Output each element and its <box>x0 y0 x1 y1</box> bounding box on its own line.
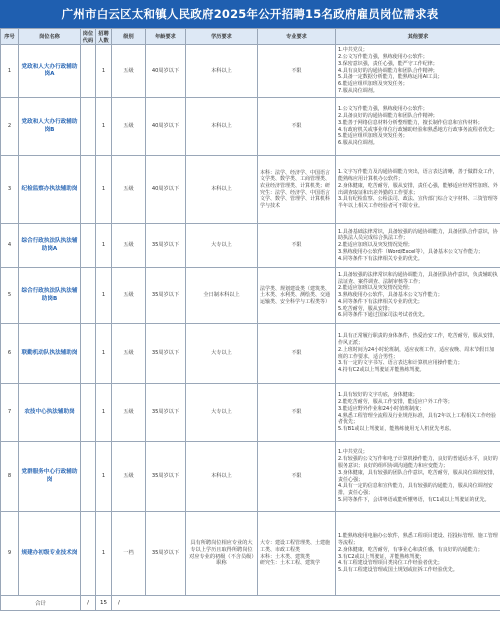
row-count: 1 <box>96 98 112 156</box>
requirement-line: 4.熟悉工程管理全流程及行业规范标准，具有2年以上工程相关工作经验者优先； <box>338 412 496 426</box>
row-age: 35周岁以下 <box>146 384 186 442</box>
row-count: 1 <box>96 156 112 224</box>
requirement-line: 2.身体健康，吃苦耐劳，有事业心和责任感，有良好的沟通能力； <box>338 546 483 553</box>
row-edu: 本科以上 <box>186 156 258 224</box>
row-major: 法学类、规划建设类（建筑类、土木类、水利类、测绘类、交通运输类、安全科学与工程类等） <box>258 268 336 324</box>
row-other-requirements <box>336 384 500 442</box>
row-age: 40周岁以下 <box>146 156 186 224</box>
row-seq: 7 <box>1 384 19 442</box>
row-code <box>81 98 96 156</box>
header-level: 级别 <box>112 29 146 45</box>
table-row <box>1 224 500 268</box>
row-age: 35周岁以下 <box>146 442 186 512</box>
requirement-line: 3.有C2或以上驾驶证，并能熟练驾驶； <box>338 553 425 560</box>
requirement-line: 2.能适应加班以及突发情况处理； <box>338 285 413 292</box>
row-seq: 2 <box>1 98 19 156</box>
row-count: 1 <box>96 324 112 384</box>
row-other-requirements <box>336 156 500 224</box>
requirement-line: 4.具有一定的信息和宣传能力，具有较强的沟通能力，服从岗位调剂安排，责任心强； <box>338 483 493 497</box>
row-position: 农技中心执法辅助岗 <box>19 384 81 442</box>
row-other-requirements <box>336 268 500 324</box>
requirement-line: 1.具有较好的文字功底，身体健康； <box>338 392 418 399</box>
row-code <box>81 45 96 98</box>
requirement-line: 3.熟练使用办公软件（Word/Excel等），具备基本公文写作能力； <box>338 248 484 255</box>
requirement-line: 5.同等条件下，会讲粤语或能听懂粤语，有C1或以上驾驶证的优先。 <box>338 496 490 503</box>
requirement-line: 1.具备较强的法律常识和沟通协调能力，具备团队协作意识，负责辅助执法证查、案件调查、法制审核等工作； <box>338 271 498 285</box>
header-age: 年龄要求 <box>146 29 186 45</box>
header-edu: 学历要求 <box>186 29 258 45</box>
row-other-requirements <box>336 442 500 512</box>
row-age: 35周岁以下 <box>146 324 186 384</box>
row-level: 五级 <box>112 156 146 224</box>
row-code <box>81 512 96 596</box>
row-seq: 3 <box>1 156 19 224</box>
requirement-line: 4.有工程建设管理项目类岗位工作经验者优先； <box>338 560 443 567</box>
requirement-line: 2.公文写作能力强，熟练使用办公软件； <box>338 54 428 60</box>
requirement-line: 2.有较强的公文写作和电子计算机操作能力，良好的普通话水平，良好的服务意识；良好的组织协调沟通能力和应变能力； <box>338 456 498 469</box>
row-seq: 4 <box>1 224 19 268</box>
page-title: 广州市白云区太和镇人民政府2025年公开招聘15名政府雇员岗位需求表 <box>0 0 500 28</box>
row-count: 1 <box>96 384 112 442</box>
row-other-requirements <box>336 45 500 98</box>
requirement-line: 2.能吃苦耐劳，服从工作安排，能适应户外工作等； <box>338 398 453 405</box>
requirement-line: 2.身体健康，吃苦耐劳，服从安排，责任心强，能够适应经常性加班、外出调查取证和出差外勤的工作要求； <box>338 182 498 196</box>
requirement-line: 1.文字写作能力及沟通协调能力突出，语言表达清晰，善于做群众工作，能熟练应用计算机办公软件； <box>338 169 498 182</box>
requirement-line: 3.能善于网络信息材料分析整理能力，擅长制作信息和宣传材料； <box>338 119 483 126</box>
row-position: 纪检监察办执法辅助岗 <box>19 156 81 224</box>
requirement-line: 1.公文写作能力强，熟练使用办公软件； <box>338 106 428 113</box>
requirement-line: 4.同等条件下有法律相关专业的优先； <box>338 298 423 305</box>
requirement-line: 6.服从岗位调剂。 <box>338 140 378 147</box>
table-header-row <box>1 29 500 45</box>
row-position: 综合行政执法队执法辅助岗B <box>19 268 81 324</box>
row-code <box>81 224 96 268</box>
header-position: 岗位名称 <box>19 29 81 45</box>
row-age: 35周岁以下 <box>146 512 186 596</box>
header-other: 其他要求 <box>336 29 500 45</box>
row-code <box>81 442 96 512</box>
table-row <box>1 442 500 512</box>
requirement-line: 2.上班时间为24小时轮班制，适应夜班工作，适应夜晚、周末节假日加班的工作要求，适合男性； <box>338 346 495 360</box>
row-level: 一档 <box>112 512 146 596</box>
row-major: 不限 <box>258 45 336 98</box>
row-age: 35周岁以下 <box>146 268 186 324</box>
row-code <box>81 156 96 224</box>
row-edu: 大专以上 <box>186 384 258 442</box>
row-level: 五级 <box>112 268 146 324</box>
row-other-requirements <box>336 98 500 156</box>
requirement-line: 2.具备良好的沟通协调能力和团队合作精神； <box>338 112 438 119</box>
table-row <box>1 324 500 384</box>
header-code: 岗位代码 <box>81 29 96 45</box>
total-code: / <box>81 596 96 611</box>
requirement-line: 1.能熟练使用电脑办公软件，熟悉工程项目建设、招投标管理、施工管理等流程； <box>338 533 498 546</box>
requirement-line: 3.有一定的文字书写、语言表达和计算机应用操作能力； <box>338 360 463 367</box>
row-major: 大专：建设工程管理类、土建施工类、市政工程类 本科：土木类、建筑类 研究生：土木工程、建筑学 <box>258 512 336 596</box>
row-age: 40周岁以下 <box>146 45 186 98</box>
requirement-line: 1.中共党员； <box>338 47 368 54</box>
row-seq: 9 <box>1 512 19 596</box>
row-edu: 本科以上 <box>186 442 258 512</box>
requirement-line: 4.有政府机关或事业单位行政辅助经验和熟悉地方行政事务流程者优先； <box>338 126 498 133</box>
row-other-requirements <box>336 224 500 268</box>
requirement-line: 1.中共党员； <box>338 449 368 456</box>
row-position: 党政和人大办行政辅助岗A <box>19 45 81 98</box>
requirement-line: 3.具有纪检监察、公检法司、政法、宣传部门综合文字材料、三资管理等半年以上相关工作经验者可不限专业。 <box>338 196 498 210</box>
row-edu: 本科以上 <box>186 98 258 156</box>
row-major: 本科：法学、经济学、中国语言文学类、数学类、工商管理类、农业经济管理类、计算机类；研究生：法学、经济学、中国语言文学、数学、管理学、计算机科学与技术 <box>258 156 336 224</box>
total-rest: / <box>112 596 500 611</box>
row-level: 五级 <box>112 442 146 512</box>
requirement-line: 3.保密意识强，责任心强，能严守工作纪律； <box>338 60 438 67</box>
total-count: 15 <box>96 596 112 611</box>
requirement-line: 5.具备一定数据分析能力，能熟练运用AI工具； <box>338 74 443 81</box>
header-seq: 序号 <box>1 29 19 45</box>
requirement-line: 1.具备基础法律常识，具备较强的沟通协调能力，具备团队合作意识，协助执法人员完成综合执法工作； <box>338 228 498 242</box>
requirement-line: 2.能适应加班以及突发情况处理； <box>338 242 413 249</box>
requirement-line: 4.具有良好的沟通协调能力和团队合作精神； <box>338 67 438 74</box>
requirement-line: 4.同等条件下有法律相关专业的优先。 <box>338 255 423 262</box>
table-row <box>1 98 500 156</box>
row-level: 五级 <box>112 384 146 442</box>
row-major: 不限 <box>258 324 336 384</box>
requirement-line: 5.能适应组织加班及突发任务； <box>338 133 408 140</box>
row-position: 规建办初级专业技术岗 <box>19 512 81 596</box>
row-major: 不限 <box>258 224 336 268</box>
row-edu: 大专以上 <box>186 324 258 384</box>
table-row <box>1 45 500 98</box>
table-row <box>1 268 500 324</box>
row-level: 五级 <box>112 324 146 384</box>
row-major: 不限 <box>258 384 336 442</box>
row-seq: 1 <box>1 45 19 98</box>
row-seq: 8 <box>1 442 19 512</box>
requirement-line: 7.服从岗位调剂。 <box>338 87 378 94</box>
requirement-line: 3.身体健康，具有较强的团队合作意识，吃苦耐劳，服从岗位调剂安排，责任心强； <box>338 469 498 483</box>
header-major: 专业要求 <box>258 29 336 45</box>
row-position: 党政和人大办行政辅助岗B <box>19 98 81 156</box>
header-count: 招聘人数 <box>96 29 112 45</box>
row-seq: 6 <box>1 324 19 384</box>
total-row <box>1 596 500 611</box>
table-row <box>1 156 500 224</box>
requirement-line: 3.能适应野外作业和24小时值班制度； <box>338 405 425 412</box>
row-position: 联勤机动队执法辅助岗 <box>19 324 81 384</box>
row-code <box>81 324 96 384</box>
row-edu: 全日制本科以上 <box>186 268 258 324</box>
table-row <box>1 384 500 442</box>
requirement-line: 4.持有C2或以上驾驶证并能熟练驾驶。 <box>338 367 425 374</box>
requirement-line: 5.具有工程建设管理或国土规划或征拆工作经验优先。 <box>338 567 458 574</box>
row-level: 五级 <box>112 224 146 268</box>
row-count: 1 <box>96 512 112 596</box>
table-row <box>1 512 500 596</box>
row-count: 1 <box>96 224 112 268</box>
row-position: 综合行政执法队执法辅助岗A <box>19 224 81 268</box>
row-count: 1 <box>96 268 112 324</box>
row-edu: 本科以上 <box>186 45 258 98</box>
row-other-requirements <box>336 512 500 596</box>
requirement-line: 5.吃苦耐劳，服从安排； <box>338 305 393 312</box>
row-count: 1 <box>96 442 112 512</box>
row-edu: 大专以上 <box>186 224 258 268</box>
row-level: 五级 <box>112 98 146 156</box>
row-position: 党群服务中心行政辅助岗 <box>19 442 81 512</box>
row-edu: 具有所聘岗位相应专业的大专以上学历且取得所聘岗位对应专业的初级（不含员级）职称 <box>186 512 258 596</box>
total-label: 合计 <box>1 596 81 611</box>
requirement-line: 5.有B1或以上驾驶证，能熟练使用无人机优先考虑。 <box>338 426 455 433</box>
row-age: 35周岁以下 <box>146 224 186 268</box>
row-major: 不限 <box>258 442 336 512</box>
row-level: 五级 <box>112 45 146 98</box>
row-other-requirements <box>336 324 500 384</box>
requirement-line: 6.同等条件下通过国家司法考试者优先。 <box>338 312 428 319</box>
row-major: 不限 <box>258 98 336 156</box>
positions-table <box>0 28 500 611</box>
row-count: 1 <box>96 45 112 98</box>
requirement-line: 6.能适应组织加班及突发任务； <box>338 81 408 88</box>
row-code <box>81 268 96 324</box>
row-code <box>81 384 96 442</box>
row-seq: 5 <box>1 268 19 324</box>
requirement-line: 3.熟练使用办公软件，具备基本公文写作能力； <box>338 292 443 299</box>
requirement-line: 1.具有正常履行职责的身体条件，热爱治安工作，吃苦耐劳，服从安排，作风正派； <box>338 333 498 346</box>
row-age: 40周岁以下 <box>146 98 186 156</box>
